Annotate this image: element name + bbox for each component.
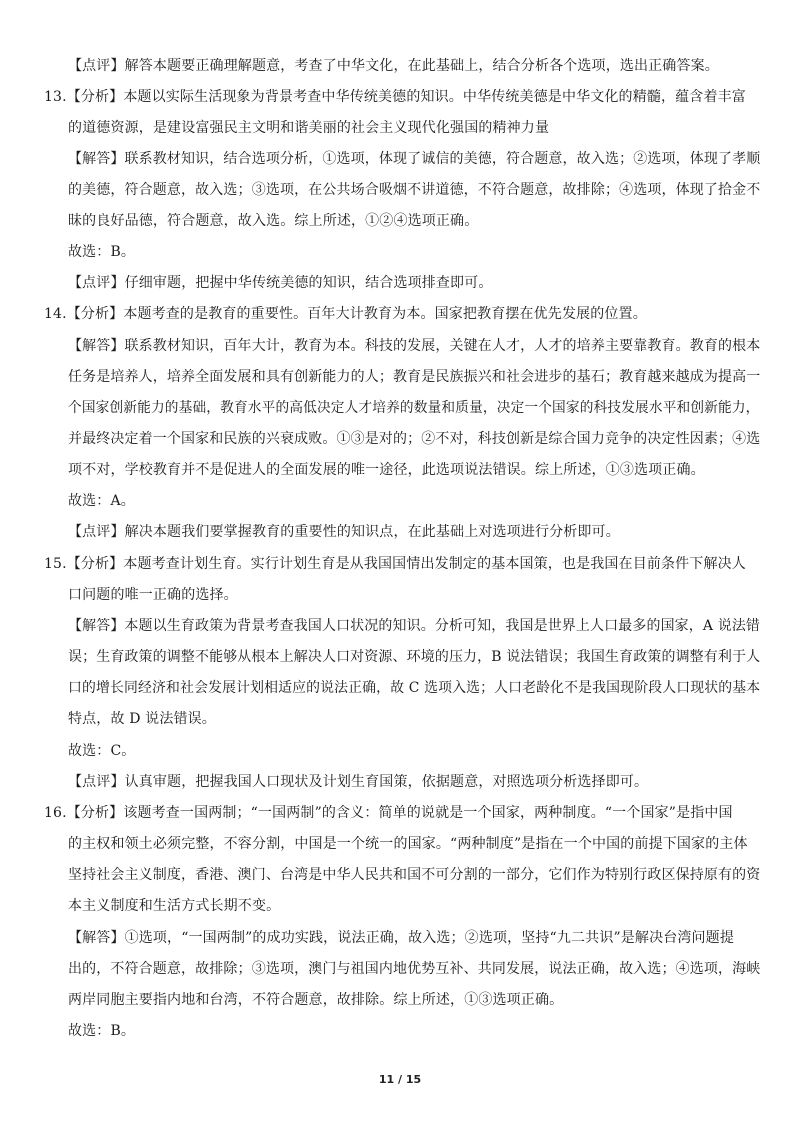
text-line: 任务是培养人，培养全面发展和具有创新能力的人；教育是民族振兴和社会进步的基石；教育越来越成为提高一 — [68, 369, 761, 385]
text-line: 13.【分析】本题以实际生活现象为背景考查中华传统美德的知识。中华传统美德是中华文化的精髓，蕴含着丰富 — [44, 89, 746, 105]
text-line: 两岸同胞主要指内地和台湾，不符合题意，故排除。综上所述，①③选项正确。 — [68, 992, 564, 1008]
text-line: 口问题的唯一正确的选择。 — [68, 587, 238, 603]
text-line: 本主义制度和生活方式长期不变。 — [68, 898, 281, 914]
text-line: 16.【分析】该题考查一国两制；“一国两制”的含义：简单的说就是一个国家，两种制度。“一个国家”是指中国 — [44, 805, 733, 821]
text-line: 项不对，学校教育并不是促进人的全面发展的唯一途径，此选项说法错误。综上所述，①③选项正确。 — [68, 462, 705, 478]
text-line: 出的，不符合题意，故排除；③选项，澳门与祖国内地优势互补、共同发展，说法正确，故入选；④选项，海峡 — [68, 961, 761, 977]
page-number: 11 / 15 — [378, 1073, 422, 1086]
text-line: 故选：B。 — [68, 244, 136, 260]
text-line: 【解答】联系教材知识，结合选项分析，①选项，体现了诚信的美德，符合题意，故入选；②选项，体现了孝顺 — [68, 151, 761, 167]
text-line: 【点评】解答本题要正确理解题意，考查了中华文化，在此基础上，结合分析各个选项，选出正确答案。 — [68, 58, 719, 74]
text-line: 并最终决定着一个国家和民族的兴衰成败。①③是对的；②不对，科技创新是综合国力竞争的决定性因素；④选 — [68, 431, 761, 447]
text-line: 故选：A。 — [68, 493, 135, 509]
text-line: 特点，故 D 说法错误。 — [68, 711, 216, 727]
text-line: 昧的良好品德，符合题意，故入选。综上所述，①②④选项正确。 — [68, 213, 479, 229]
text-line: 的道德资源，是建设富强民主文明和谐美丽的社会主义现代化强国的精神力量 — [68, 120, 550, 136]
text-line: 坚持社会主义制度，香港、澳门、台湾是中华人民共和国不可分割的一部分，它们作为特别行政区保持原有的资 — [68, 867, 761, 883]
text-line: 14.【分析】本题考查的是教育的重要性。百年大计教育为本。国家把教育摆在优先发展的位置。 — [44, 306, 647, 322]
text-line: 误；生育政策的调整不能够从根本上解决人口对资源、环境的压力，B 说法错误；我国生育政策的调整有利于人 — [68, 649, 761, 665]
text-line: 个国家创新能力的基础，教育水平的高低决定人才培养的数量和质量，决定一个国家的科技发展水平和创新能力， — [68, 400, 760, 416]
text-line: 口的增长同经济和社会发展计划相适应的说法正确，故 C 选项入选；人口老龄化不是我国现阶段人口现状的基本 — [68, 680, 761, 696]
text-line: 故选：B。 — [68, 1023, 136, 1039]
text-line: 故选：C。 — [68, 743, 136, 759]
text-line: 【点评】认真审题，把握我国人口现状及计划生育国策，依据题意，对照选项分析选择即可。 — [68, 774, 649, 790]
text-line: 【点评】仔细审题，把握中华传统美德的知识，结合选项排查即可。 — [68, 275, 493, 291]
text-line: 的美德，符合题意，故入选；③选项，在公共场合吸烟不讲道德，不符合题意，故排除；④选项，体现了拾金不 — [68, 182, 761, 198]
text-line: 【解答】①选项，“一国两制”的成功实践，说法正确，故入选；②选项，坚持“九二共识”是解决台湾问题提 — [68, 930, 734, 946]
text-line: 【解答】本题以生育政策为背景考查我国人口状况的知识。分析可知，我国是世界上人口最多的国家，A 说法错 — [68, 618, 761, 634]
text-line: 【点评】解决本题我们要掌握教育的重要性的知识点，在此基础上对选项进行分析即可。 — [68, 524, 620, 540]
text-line: 【解答】联系教材知识，百年大计，教育为本。科技的发展，关键在人才，人才的培养主要靠教育。教育的根本 — [68, 338, 761, 354]
text-line: 的主权和领土必须完整，不容分割，中国是一个统一的国家。“两种制度”是指在一个中国的前提下国家的主体 — [68, 836, 748, 852]
text-line: 15.【分析】本题考查计划生育。实行计划生育是从我国国情出发制定的基本国策，也是我国在目前条件下解决人 — [44, 556, 746, 572]
